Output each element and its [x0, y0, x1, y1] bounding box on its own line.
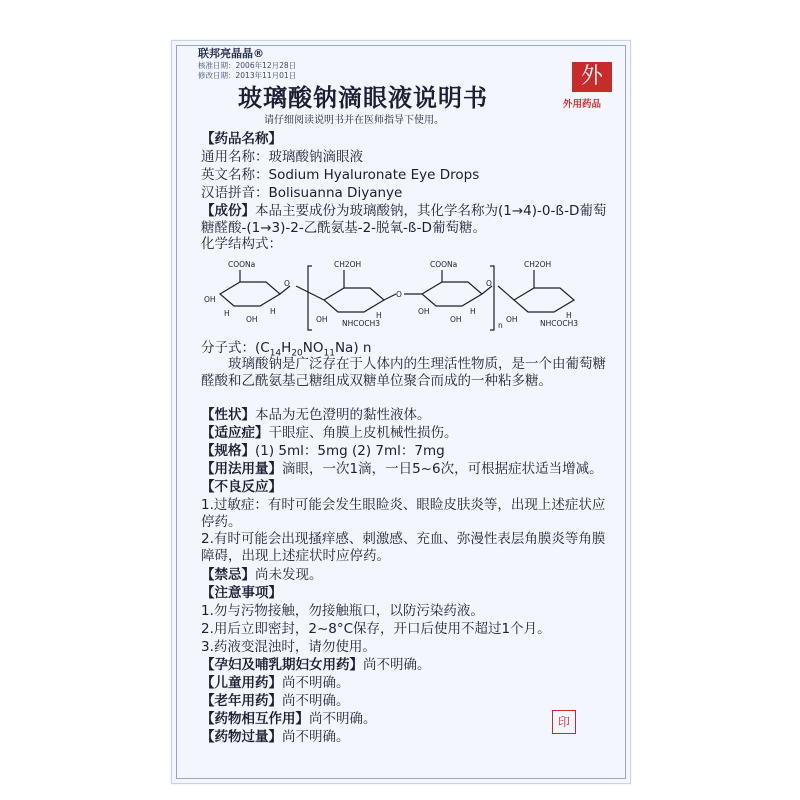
pregnancy-row: 【孕妇及哺乳期妇女用药】尚不明确。: [201, 657, 431, 673]
adverse-item-2: 2.有时可能会出现搔痒感、刺激感、充血、弥漫性表层角膜炎等角膜障碍，出现上述症状时应停药。: [201, 531, 606, 564]
adverse-item-1: 1.过敏症：有时可能会发生眼睑炎、眼睑皮肤炎等，出现上述症状应停药。: [201, 497, 606, 530]
brand-name: 联邦亮晶晶®: [198, 47, 264, 60]
contra-row: 【禁忌】尚未发现。: [201, 567, 323, 583]
drug-name-header: 【药品名称】: [201, 131, 282, 147]
nhcoch3-label-2: NHCOCH3: [540, 319, 579, 328]
approved-date: 核准日期：2006年12月28日: [198, 61, 297, 70]
external-use-label: 外用药品: [563, 99, 602, 110]
o-label-2: O: [396, 290, 402, 299]
o-label-1: O: [284, 279, 290, 288]
h-label-3: H: [376, 311, 382, 320]
note-2: 2.用后立即密封，2~8°C保存，开口后使用不超过1个月。: [201, 621, 551, 637]
composition-block: [201, 203, 613, 237]
adverse-header: 【不良反应】: [201, 479, 282, 495]
elderly-row: 【老年用药】尚不明确。: [201, 693, 350, 709]
structure-label: 化学结构式：: [201, 236, 282, 252]
oh-label-2: OH: [246, 315, 258, 324]
overdose-row: 【药物过量】尚不明确。: [201, 729, 350, 745]
oh-label-6: OH: [506, 315, 518, 324]
external-use-badge: 外: [572, 62, 612, 92]
document-title: 玻璃酸钠滴眼液说明书: [238, 84, 488, 112]
property-row: 【性状】本品为无色澄明的黏性液体。: [201, 407, 431, 423]
repeat-n-label: n: [498, 321, 503, 330]
seal-stamp: 印: [552, 710, 576, 734]
note-1: 1.勿与污物接触，勿接触瓶口，以防污染药液。: [201, 603, 484, 619]
revised-date: 修改日期：2013年11月01日: [198, 71, 297, 80]
spec-row: 【规格】(1) 5ml：5mg (2) 7ml：7mg: [201, 443, 445, 459]
h-label-1: H: [224, 309, 230, 318]
chemical-structure: [200, 256, 610, 334]
document-subtitle: 请仔细阅读说明书并在医师指导下使用。: [264, 115, 444, 126]
interaction-row: 【药物相互作用】尚不明确。: [201, 711, 377, 727]
coona-label-2: COONa: [430, 260, 458, 269]
ch2oh-label-2: CH2OH: [524, 260, 552, 269]
note-3: 3.药液变混浊时，请勿使用。: [201, 639, 376, 655]
child-row: 【儿童用药】尚不明确。: [201, 675, 350, 691]
o-label-3: O: [486, 279, 492, 288]
h-label-5: H: [566, 311, 572, 320]
oh-label-3: OH: [316, 315, 328, 324]
indication-row: 【适应症】干眼症、角膜上皮机械性损伤。: [201, 425, 458, 441]
coona-label-1: COONa: [228, 260, 256, 269]
composition-header: 【成份】: [201, 203, 255, 219]
oh-label-1: OH: [204, 295, 216, 304]
nhcoch3-label-1: NHCOCH3: [342, 319, 381, 328]
notes-header: 【注意事项】: [201, 585, 282, 601]
oh-label-4: OH: [418, 307, 430, 316]
pinyin-name: 汉语拼音：Bolisuanna Diyanye: [201, 185, 403, 201]
h-label-2: H: [270, 307, 276, 316]
intro-text: 玻璃酸钠是广泛存在于人体内的生理活性物质，是一个由葡萄糖醛酸和乙酰氨基己糖组成双糖单位聚合而成的一种粘多糖。: [201, 356, 606, 389]
h-label-4: H: [470, 307, 476, 316]
oh-label-5: OH: [450, 315, 462, 324]
usage-row: 【用法用量】滴眼，一次1滴，一日5~6次，可根据症状适当增减。: [201, 461, 603, 477]
molecular-formula: 分子式：$(C_{14}H_{20}NO_{11}Na)$ n: [201, 340, 372, 359]
generic-name: 通用名称：玻璃酸钠滴眼液: [201, 149, 363, 165]
english-name: 英文名称：Sodium Hyaluronate Eye Drops: [201, 167, 480, 183]
ch2oh-label-1: CH2OH: [334, 260, 362, 269]
composition-text: 本品主要成份为玻璃酸钠，其化学名称为(1→4)-0-ß-D葡萄糖醛酸-(1→3)-2-乙酰氨基-2-脱氧-ß-D葡萄糖。: [201, 203, 607, 236]
